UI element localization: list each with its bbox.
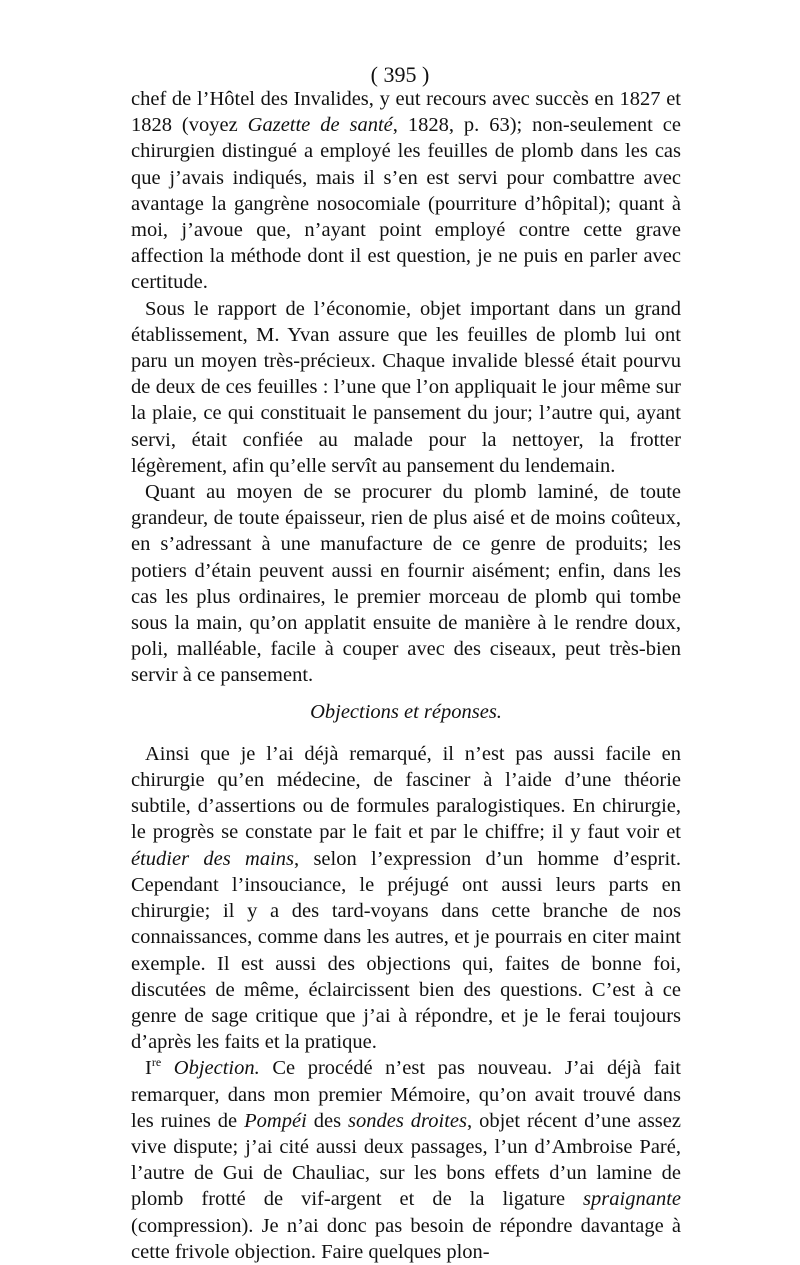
italic-text: Pompéi [244,1109,307,1132]
italic-text: Gazette de santé [247,114,393,137]
page-number: ( 395 ) [370,62,430,87]
paragraph [131,86,681,296]
text-run: des [306,1109,349,1132]
paragraph [131,479,681,689]
body-text [131,86,681,1265]
paragraph [131,741,681,1055]
italic-text: Objection. [173,1057,260,1080]
italic-text: spraignante [583,1188,681,1211]
text-run: voyez [188,114,248,137]
paragraph [131,1055,681,1265]
text-run [161,1057,174,1079]
italic-text: sondes droites [348,1109,467,1132]
text-run: (compression). Je n’ai donc pas besoin de répondre davantage à cette frivole objection. Faire quelques plon- [131,1214,681,1263]
text-run: I [145,1057,152,1080]
text-run: Ainsi que je l’ai déjà remarqué, il n’est pas aussi facile en chirurgie qu’en médecine, de fasciner à l’aide d’une théorie subtile, d’assertions ou de formules paralogistiques. En chirurgie, le progrès se constate par le fait et par le chiffre; il y faut voir et [131,742,681,844]
superscript-text: re [151,1055,162,1070]
paragraph [131,296,681,479]
text-run: Quant au moyen de se procurer du plomb laminé, de toute grandeur, de toute épaisseur, rien de plus aisé et de moins coûteux, en s’adressant à une manufacture de ce genre de produits; les potiers d’étain peuvent aussi en fournir aisément; enfin, dans les cas les plus ordinaires, le premier morceau de plomb qui tombe sous la main, qu’on applatit ensuite de manière à le rendre doux, poli, malléable, facile à couper avec des ciseaux, peut très-bien servir à ce pansement. [131,481,681,687]
text-run: , objet récent d’une assez vive dispute; j’ai cité aussi deux passages, l’un d’Ambroise Paré, l’autre de Gui de Chauliac, sur les bons effets d’un lamine de plomb frotté de vif-argent et de la ligature [131,1109,681,1211]
text-run: Sous le rapport de l’économie, objet important dans un grand établissement, M. Yvan assure que les feuilles de plomb lui ont paru un moyen très-précieux. Chaque invalide blessé était pourvu de deux de ces feuilles : l’une que l’on appliquait le jour même sur la plaie, ce qui constituait le pansement du jour; l’autre qui, ayant servi, était confiée au malade pour la nettoyer, la frotter légèrement, afin qu’elle servît au pansement du lendemain. [131,297,681,477]
text-run: chef de l’Hôtel des Invalides, y eut recours avec succès en 1827 et 1828 ( [131,88,681,137]
text-run: Ce procédé n’est pas nouveau. J’ai déjà fait remarquer, dans mon premier Mémoire, qu’on avait trouvé dans les ruines de [131,1057,682,1132]
section-heading: Objections et réponses. [310,700,502,723]
text-run: , 1828, p. 63); non-seulement ce chirurgien distingué a employé les feuilles de plomb dans les cas que j’avais indiqués, mais il s’en est servi pour combattre avec avantage la gangrène nosocomiale (pourriture d’hôpital); quant à moi, j’avoue que, n’ayant point employé contre cette grave affection la méthode dont il est question, je ne puis en parler avec certitude. [131,114,681,294]
text-run: , selon l’expression d’un homme d’esprit. Cependant l’insouciance, le préjugé ont aussi leurs parts en chirurgie; il y a des tard-voyans dans cette branche de nos connaissances, comme dans les autres, et je pourrais en citer maint exemple. Il est aussi des objections qui, faites de bonne foi, discutées de même, éclaircissent bien des questions. C’est à ce genre de sage critique que j’ai à répondre, et je le ferai toujours d’après les faits et la pratique. [131,847,681,1054]
italic-text: étudier des mains [131,847,295,870]
